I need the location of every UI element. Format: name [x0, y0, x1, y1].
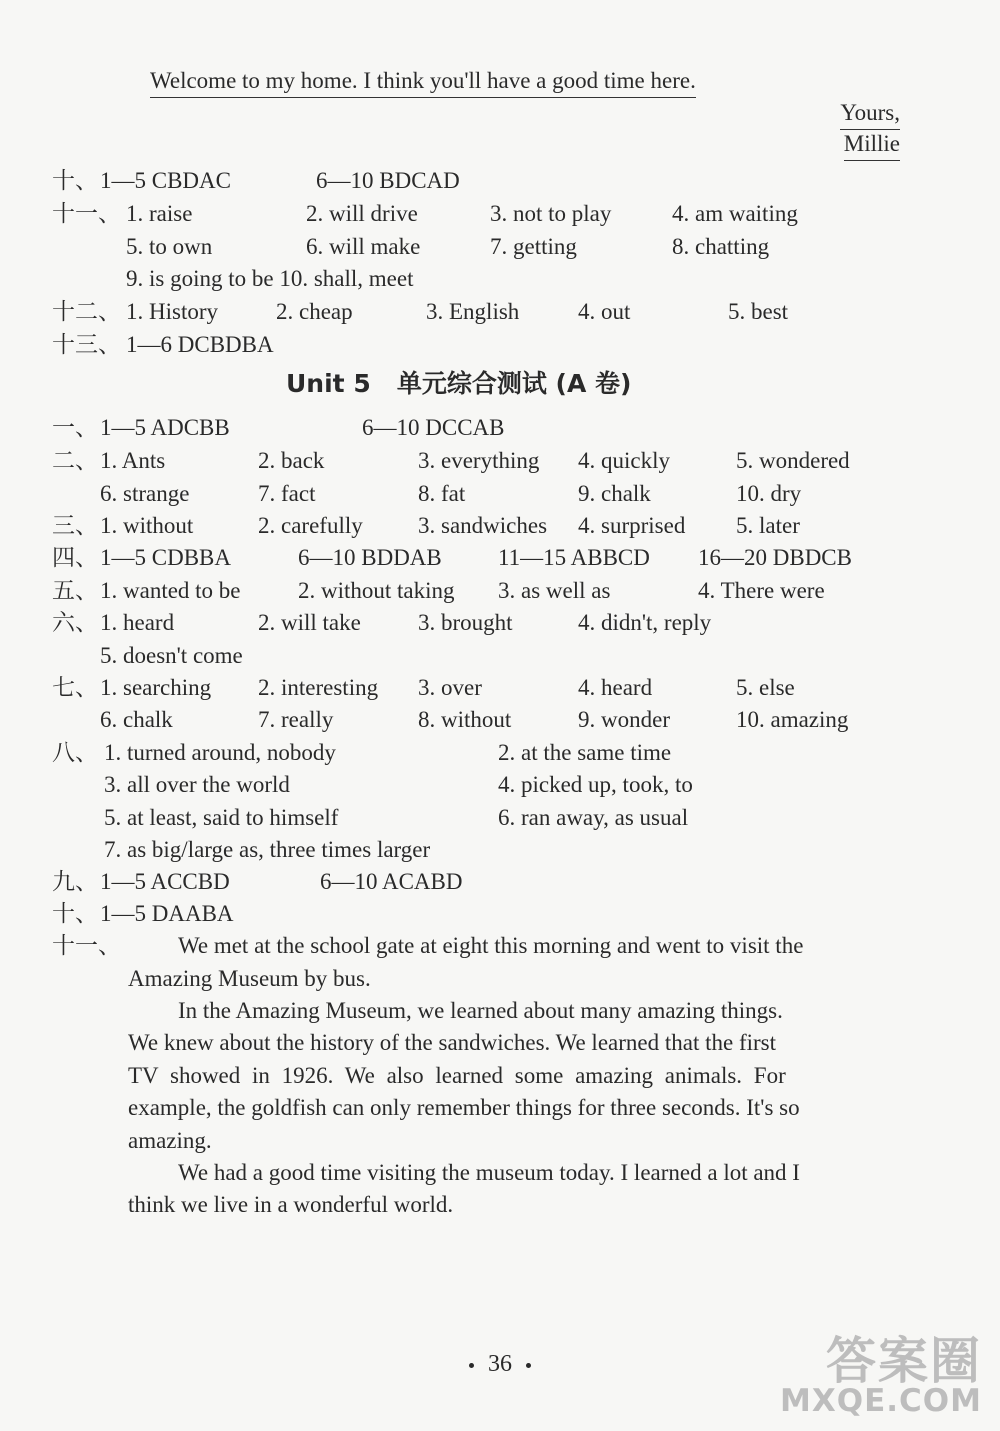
answer-item: 2. without taking [298, 578, 455, 603]
answer-item: 6. will make [306, 234, 421, 259]
answer-item: 8. fat [418, 481, 466, 506]
answer-item: 2. carefully [258, 513, 363, 538]
section-number: 十三、 [52, 332, 121, 357]
answer-item: 5. at least, said to himself [104, 805, 339, 830]
watermark-title: 答案圈 [826, 1332, 982, 1390]
answer-item: 4. didn't, reply [578, 610, 712, 635]
unit-title: Unit 5 单元综合测试 (A 卷) [286, 369, 632, 398]
answer-range: 11—15 ABBCD [498, 545, 650, 570]
answer-item: 1. turned around, nobody [104, 740, 336, 765]
answer-item: 2. at the same time [498, 740, 672, 765]
answer-item: 5. later [736, 513, 800, 538]
answer-item: 8. chatting [672, 234, 770, 259]
answer-item: 2. will drive [306, 201, 418, 226]
bullet-dot-icon [469, 1363, 474, 1368]
answer-range: 1—5 CBDAC [100, 168, 231, 193]
answer-range: 6—10 DCCAB [362, 415, 505, 440]
answer-item: 7. getting [490, 234, 577, 259]
essay-line: We met at the school gate at eight this morning and went to visit the [178, 933, 804, 958]
essay-line: amazing. [128, 1128, 212, 1153]
essay-line: In the Amazing Museum, we learned about many amazing things. [178, 998, 783, 1023]
answer-item: 4. picked up, took, to [498, 772, 693, 797]
watermark-logo [779, 1332, 982, 1419]
answer-item: 4. There were [698, 578, 825, 603]
answer-item: 7. really [258, 707, 334, 732]
answer-item: 6. chalk [100, 707, 173, 732]
answer-item: 3. all over the world [104, 772, 290, 797]
essay-line: Amazing Museum by bus. [128, 966, 371, 991]
section-number: 五、 [52, 578, 98, 603]
answer-range: 1—5 DAABA [100, 901, 234, 926]
answer-item: 4. heard [578, 675, 653, 700]
section-number: 十二、 [52, 299, 121, 324]
answer-item: 3. brought [418, 610, 513, 635]
essay-line: We knew about the history of the sandwiches. We learned that the first [128, 1030, 776, 1055]
answer-item: 10. dry [736, 481, 802, 506]
answer-range: 16—20 DBDCB [698, 545, 852, 570]
answer-item: 4. surprised [578, 513, 686, 538]
section-number: 十、 [52, 901, 98, 926]
section-number: 六、 [52, 610, 98, 635]
answer-item: 1. searching [100, 675, 212, 700]
answer-item: 1. heard [100, 610, 175, 635]
answer-range: 6—10 ACABD [320, 869, 463, 894]
section-number: 一、 [52, 415, 98, 440]
answer-item: 3. not to play [490, 201, 612, 226]
answer-item: 9. is going to be 10. shall, meet [126, 266, 414, 291]
answer-range: 1—5 CDBBA [100, 545, 231, 570]
section-number: 十一、 [52, 933, 121, 958]
essay-line: TV showed in 1926. We also learned some amazing animals. For [128, 1063, 786, 1088]
answer-item: 2. cheap [276, 299, 353, 324]
answer-range: 1—5 ADCBB [100, 415, 230, 440]
letter-signature: Millie [844, 129, 900, 161]
watermark-url: MXQE.COM [779, 1383, 982, 1419]
answer-range: 6—10 BDDAB [298, 545, 442, 570]
section-number: 二、 [52, 448, 98, 473]
section-number: 七、 [52, 675, 98, 700]
answer-item: 4. am waiting [672, 201, 798, 226]
answer-item: 9. wonder [578, 707, 670, 732]
answer-item: 5. else [736, 675, 795, 700]
answer-item: 1. raise [126, 201, 193, 226]
answer-range: 6—10 BDCAD [316, 168, 460, 193]
answer-item: 2. will take [258, 610, 361, 635]
section-number: 九、 [52, 869, 98, 894]
answer-item: 1. wanted to be [100, 578, 241, 603]
answer-item: 1. Ants [100, 448, 166, 473]
answer-item: 8. without [418, 707, 512, 732]
section-number: 八、 [52, 740, 98, 765]
answer-item: 1. History [126, 299, 218, 324]
answer-item: 3. sandwiches [418, 513, 548, 538]
answer-item: 7. fact [258, 481, 316, 506]
page-number-value: 36 [488, 1351, 512, 1377]
answer-item: 4. quickly [578, 448, 670, 473]
answer-item: 3. everything [418, 448, 540, 473]
answer-item: 6. ran away, as usual [498, 805, 689, 830]
answer-item: 10. amazing [736, 707, 849, 732]
answer-item: 7. as big/large as, three times larger [104, 837, 431, 862]
answer-item: 3. as well as [498, 578, 611, 603]
answer-item: 5. to own [126, 234, 213, 259]
answer-item: 5. best [728, 299, 789, 324]
section-number: 十、 [52, 168, 98, 193]
section-number: 十一、 [52, 201, 121, 226]
answer-range: 1—6 DCBDBA [126, 332, 274, 357]
answer-item: 1. without [100, 513, 194, 538]
answer-item: 4. out [578, 299, 631, 324]
answer-item: 3. over [418, 675, 482, 700]
essay-line: We had a good time visiting the museum today. I learned a lot and I [178, 1160, 800, 1185]
letter-closing-line: Welcome to my home. I think you'll have a good time here. [150, 66, 696, 98]
answer-range: 1—5 ACCBD [100, 869, 230, 894]
answer-item: 5. doesn't come [100, 643, 243, 668]
answer-item: 2. interesting [258, 675, 379, 700]
letter-yours: Yours, [840, 98, 900, 130]
answer-item: 2. back [258, 448, 325, 473]
answer-item: 3. English [426, 299, 520, 324]
essay-line: example, the goldfish can only remember things for three seconds. It's so [128, 1095, 800, 1120]
bullet-dot-icon [526, 1363, 531, 1368]
section-number: 四、 [52, 545, 98, 570]
section-number: 三、 [52, 513, 98, 538]
answer-item: 5. wondered [736, 448, 850, 473]
answer-item: 6. strange [100, 481, 190, 506]
answer-item: 9. chalk [578, 481, 651, 506]
essay-line: think we live in a wonderful world. [128, 1192, 454, 1217]
